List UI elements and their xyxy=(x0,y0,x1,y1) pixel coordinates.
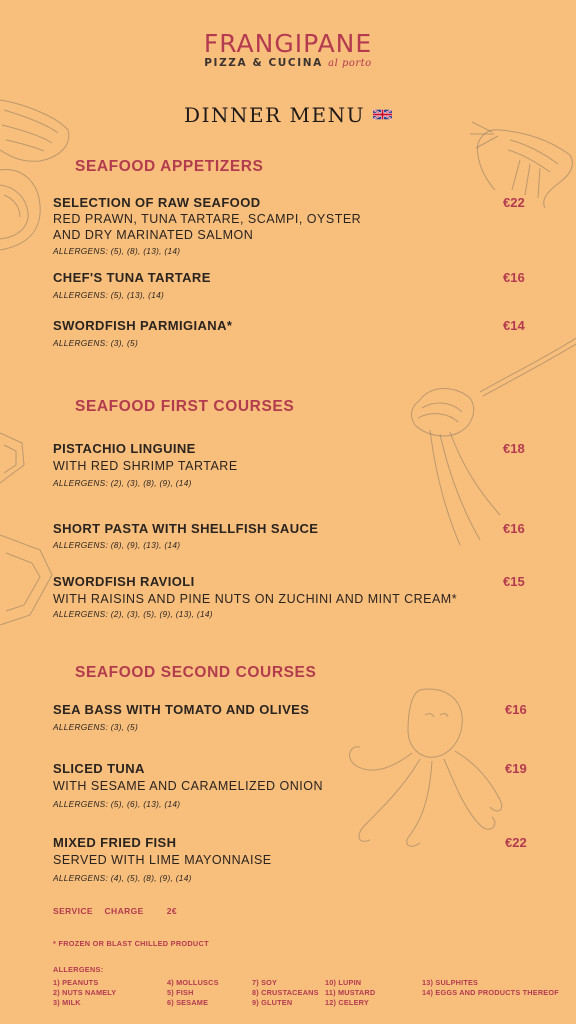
ravioli-illustration-icon xyxy=(0,425,55,625)
item-allergens: ALLERGENS: (8), (9), (13), (14) xyxy=(53,540,181,550)
allergen-legend-title: ALLERGENS: xyxy=(53,965,104,974)
allergen-legend-entry: 7) SOY xyxy=(252,978,278,987)
section-title-appetizers: SEAFOOD APPETIZERS xyxy=(75,158,264,175)
brand-subtitle xyxy=(0,57,576,69)
menu-title xyxy=(0,103,576,127)
service-charge: SERVICE CHARGE 2€ xyxy=(53,906,178,916)
item-price: €22 xyxy=(505,835,527,850)
section-title-second-courses: SEAFOOD SECOND COURSES xyxy=(75,664,317,681)
item-name: SWORDFISH RAVIOLI xyxy=(53,574,195,589)
allergen-legend-entry: 5) FISH xyxy=(167,988,194,997)
item-description: RED PRAWN, TUNA TARTARE, SCAMPI, OYSTER AND DRY MARINATED SALMON xyxy=(53,212,362,242)
allergen-legend-entry: 10) LUPIN xyxy=(325,978,362,987)
item-name: SELECTION OF RAW SEAFOOD xyxy=(53,195,261,210)
allergen-legend-entry: 1) PEANUTS xyxy=(53,978,99,987)
item-allergens: ALLERGENS: (3), (5) xyxy=(53,338,139,348)
allergen-legend-entry: 2) NUTS NAMELY xyxy=(53,988,117,997)
item-price: €19 xyxy=(505,761,527,776)
item-price: €16 xyxy=(503,521,525,536)
item-allergens: ALLERGENS: (5), (8), (13), (14) xyxy=(53,246,181,256)
item-name: PISTACHIO LINGUINE xyxy=(53,441,196,456)
allergen-legend-column xyxy=(53,978,116,1008)
item-description: WITH RAISINS AND PINE NUTS ON ZUCHINI AND MINT CREAM* xyxy=(53,592,458,606)
brand-subtitle-text: PIZZA & CUCINA xyxy=(204,57,323,69)
octopus-illustration-icon xyxy=(340,685,510,850)
item-price: €15 xyxy=(503,574,525,589)
allergen-legend-column xyxy=(422,978,559,998)
menu-title-text: DINNER MENU xyxy=(184,103,365,127)
item-price: €14 xyxy=(503,318,525,333)
allergen-legend-column xyxy=(167,978,219,1008)
item-price: €16 xyxy=(503,270,525,285)
item-name: MIXED FRIED FISH xyxy=(53,835,177,850)
allergen-legend-entry: 4) MOLLUSCS xyxy=(167,978,219,987)
item-price: €16 xyxy=(505,702,527,717)
item-allergens: ALLERGENS: (5), (6), (13), (14) xyxy=(53,799,181,809)
allergen-legend-entry: 12) CELERY xyxy=(325,998,369,1007)
section-title-first-courses: SEAFOOD FIRST COURSES xyxy=(75,398,295,415)
allergen-legend-entry: 13) SULPHITES xyxy=(422,978,479,987)
item-name: SLICED TUNA xyxy=(53,761,145,776)
item-allergens: ALLERGENS: (2), (3), (8), (9), (14) xyxy=(53,478,192,488)
item-allergens: ALLERGENS: (4), (5), (8), (9), (14) xyxy=(53,873,192,883)
allergen-legend-entry: 6) SESAME xyxy=(167,998,209,1007)
allergen-legend-entry: 8) CRUSTACEANS xyxy=(252,988,319,997)
allergen-legend-entry: 9) GLUTEN xyxy=(252,998,293,1007)
allergen-legend-entry: 3) MILK xyxy=(53,998,81,1007)
fork-pasta-illustration-icon xyxy=(400,330,576,555)
item-price: €18 xyxy=(503,441,525,456)
item-name: SWORDFISH PARMIGIANA* xyxy=(53,318,233,333)
item-name: SHORT PASTA WITH SHELLFISH SAUCE xyxy=(53,521,319,536)
item-price: €22 xyxy=(503,195,525,210)
allergen-legend-column xyxy=(325,978,375,1008)
brand-logo: FRANGIPANE xyxy=(203,29,373,58)
uk-flag-icon xyxy=(373,108,392,121)
item-allergens: ALLERGENS: (2), (3), (5), (9), (13), (14) xyxy=(53,609,213,619)
allergen-legend-column xyxy=(252,978,319,1008)
item-description: WITH SESAME AND CARAMELIZED ONION xyxy=(53,779,324,793)
item-allergens: ALLERGENS: (3), (5) xyxy=(53,722,139,732)
item-description: WITH RED SHRIMP TARTARE xyxy=(53,459,238,473)
item-name: CHEF'S TUNA TARTARE xyxy=(53,270,211,285)
allergen-legend-entry: 11) MUSTARD xyxy=(325,988,376,997)
frozen-note: * FROZEN OR BLAST CHILLED PRODUCT xyxy=(53,939,209,948)
brand-script: al porto xyxy=(328,58,372,69)
allergen-legend-entry: 14) EGGS AND PRODUCTS THEREOF xyxy=(422,988,559,997)
item-allergens: ALLERGENS: (5), (13), (14) xyxy=(53,290,165,300)
item-name: SEA BASS WITH TOMATO AND OLIVES xyxy=(53,702,310,717)
item-description: SERVED WITH LIME MAYONNAISE xyxy=(53,853,272,867)
